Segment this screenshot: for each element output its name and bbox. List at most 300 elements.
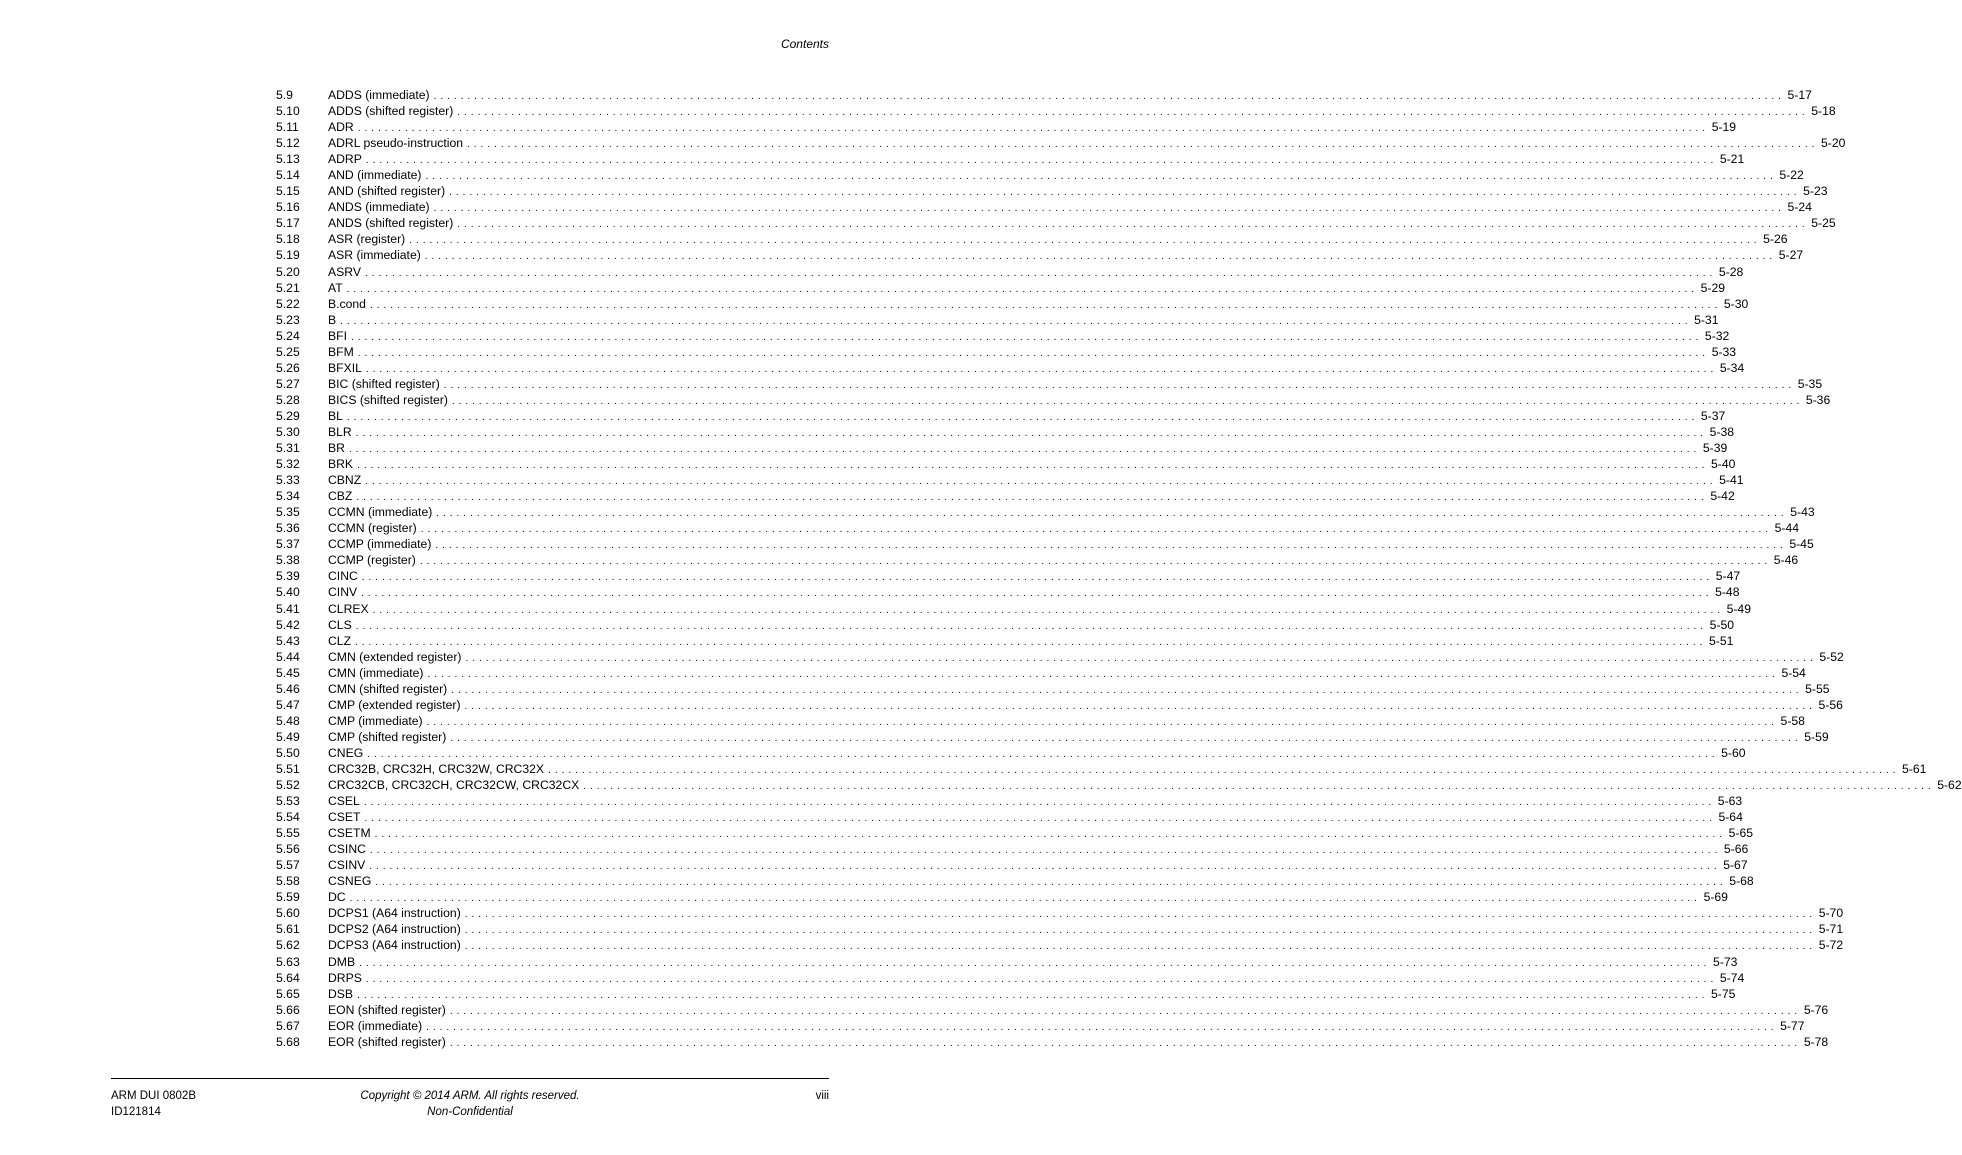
toc-entry-number: 5.44 xyxy=(276,649,300,664)
toc-entry[interactable] xyxy=(276,408,1726,424)
toc-dot-leader: . . . . . . . . . . . . . . . . . . . . . . . . . . . . . . . . . . . . . . . . . . . . . . . . . . . . . . . . . . . . . . . . . . . . . . . . . . . . . . . . . . . . . . . . . . . . . . . . . . . . . . . . . . . . . . . . . . . . . . . . . . . . . . . . . . . . . . . . . . . . . . . . . . . . . . . . . . . . . . . . . . . . . . . . . . . . . . . . . . . . . . . . . . . . . . . . . . . . . . . . xyxy=(426,716,1775,728)
toc-entry-page[interactable]: 5-70 xyxy=(1818,906,1844,921)
toc-dot-leader: . . . . . . . . . . . . . . . . . . . . . . . . . . . . . . . . . . . . . . . . . . . . . . . . . . . . . . . . . . . . . . . . . . . . . . . . . . . . . . . . . . . . . . . . . . . . . . . . . . . . . . . . . . . . . . . . . . . . . . . . . . . . . . . . . . . . . . . . . . . . . . . . . . . . . . . . . . . . . . . . . . . . . . . . . . . . . . . . . . . . . . . . . . . . . . . . . . . . . . . . xyxy=(355,636,1703,648)
toc-entry-title[interactable]: DRPS xyxy=(328,970,362,985)
toc-entry-number: 5.55 xyxy=(276,826,300,841)
toc-entry-number: 5.32 xyxy=(276,457,300,472)
toc-entry-page[interactable]: 5-74 xyxy=(1719,970,1745,985)
toc-entry-number: 5.58 xyxy=(276,874,300,889)
toc-entry-title[interactable]: ASR (immediate) xyxy=(328,248,421,263)
toc-dot-leader: . . . . . . . . . . . . . . . . . . . . . . . . . . . . . . . . . . . . . . . . . . . . . . . . . . . . . . . . . . . . . . . . . . . . . . . . . . . . . . . . . . . . . . . . . . . . . . . . . . . . . . . . . . . . . . . . . . . . . . . . . . . . . . . . . . . . . . . . . . . . . . . . . . . . . . . . . . . . . . . . . . . . . . . . . . . . . . . . . . . . . . . . . . . . . . . . . . . . . . . . xyxy=(355,427,1704,439)
toc-entry[interactable] xyxy=(276,296,1749,312)
toc-entry-title[interactable]: EOR (shifted register) xyxy=(328,1034,446,1049)
toc-entry[interactable] xyxy=(276,135,1846,151)
toc-entry-page[interactable]: 5-33 xyxy=(1711,344,1737,359)
toc-dot-leader: . . . . . . . . . . . . . . . . . . . . . . . . . . . . . . . . . . . . . . . . . . . . . . . . . . . . . . . . . . . . . . . . . . . . . . . . . . . . . . . . . . . . . . . . . . . . . . . . . . . . . . . . . . . . . . . . . . . . . . . . . . . . . . . . . . . . . . . . . . . . . . . . . . . . . . . . . . . . . . . . . . . . . . . . . . . . . . . . . . . . . . . . . . . . . . . . . . . . . . . . xyxy=(369,861,1718,873)
toc-entry-title[interactable]: CRC32CB, CRC32CH, CRC32CW, CRC32CX xyxy=(328,778,580,793)
toc-dot-leader: . . . . . . . . . . . . . . . . . . . . . . . . . . . . . . . . . . . . . . . . . . . . . . . . . . . . . . . . . . . . . . . . . . . . . . . . . . . . . . . . . . . . . . . . . . . . . . . . . . . . . . . . . . . . . . . . . . . . . . . . . . . . . . . . . . . . . . . . . . . . . . . . . . . . . . . . . . . . . . . . . . . . . . . . . . . . . . . . . . . . . . . . . . . . . . . . . . . . . . . . xyxy=(348,444,1697,456)
toc-entry[interactable] xyxy=(276,504,1815,520)
toc-entry-page[interactable]: 5-78 xyxy=(1803,1034,1829,1049)
toc-entry-page[interactable]: 5-26 xyxy=(1763,232,1788,247)
toc-entry[interactable] xyxy=(276,986,1736,1002)
toc-dot-leader: . . . . . . . . . . . . . . . . . . . . . . . . . . . . . . . . . . . . . . . . . . . . . . . . . . . . . . . . . . . . . . . . . . . . . . . . . . . . . . . . . . . . . . . . . . . . . . . . . . . . . . . . . . . . . . . . . . . . . . . . . . . . . . . . . . . . . . . . . . . . . . . . . . . . . . . . . . . . . . . . . . . . . . . . . . . . . . . . . . . . . . . . . . . . . . . . . . . . . . . . xyxy=(467,139,1815,151)
toc-entry[interactable] xyxy=(276,456,1736,472)
toc-entry[interactable] xyxy=(276,584,1740,600)
toc-entry[interactable] xyxy=(276,103,1836,119)
toc-entry-page[interactable]: 5-67 xyxy=(1723,858,1748,873)
toc-dot-leader: . . . . . . . . . . . . . . . . . . . . . . . . . . . . . . . . . . . . . . . . . . . . . . . . . . . . . . . . . . . . . . . . . . . . . . . . . . . . . . . . . . . . . . . . . . . . . . . . . . . . . . . . . . . . . . . . . . . . . . . . . . . . . . . . . . . . . . . . . . . . . . . . . . . . . . . . . . . . . . . . . . . . . . . . . . . . . . . . . . . . . . . . . . . . . . . . . . . . . . . . xyxy=(409,235,1758,247)
toc-entry-number: 5.48 xyxy=(276,713,300,728)
toc-entry[interactable] xyxy=(276,280,1726,296)
toc-entry[interactable] xyxy=(276,328,1730,344)
toc-entry-title[interactable]: AND (shifted register) xyxy=(328,184,446,199)
toc-entry-number: 5.33 xyxy=(276,473,300,488)
toc-dot-leader: . . . . . . . . . . . . . . . . . . . . . . . . . . . . . . . . . . . . . . . . . . . . . . . . . . . . . . . . . . . . . . . . . . . . . . . . . . . . . . . . . . . . . . . . . . . . . . . . . . . . . . . . . . . . . . . . . . . . . . . . . . . . . . . . . . . . . . . . . . . . . . . . . . . . . . . . . . . . . . . . . . . . . . . . . . . . . . . . . . . . . . . . . . . . . . . . . . . . . . . . xyxy=(365,476,1714,488)
footer-page-number: viii xyxy=(815,1090,829,1102)
toc-entry-number: 5.36 xyxy=(276,521,300,536)
toc-entry-number: 5.40 xyxy=(276,585,300,600)
toc-entry-number: 5.24 xyxy=(276,328,300,343)
toc-entry[interactable] xyxy=(276,825,1754,841)
toc-entry-title[interactable]: CINC xyxy=(328,569,358,584)
toc-entry-number: 5.15 xyxy=(276,184,300,199)
toc-entry-title[interactable]: DCPS3 (A64 instruction) xyxy=(328,938,461,953)
toc-entry-title[interactable]: ADR xyxy=(328,120,354,135)
toc-entry-page[interactable]: 5-64 xyxy=(1718,810,1743,825)
toc-dot-leader: . . . . . . . . . . . . . . . . . . . . . . . . . . . . . . . . . . . . . . . . . . . . . . . . . . . . . . . . . . . . . . . . . . . . . . . . . . . . . . . . . . . . . . . . . . . . . . . . . . . . . . . . . . . . . . . . . . . . . . . . . . . . . . . . . . . . . . . . . . . . . . . . . . . . . . . . . . . . . . . . . . . . . . . . . . . . . . . . . . . . . . . . . . . . . . . . . . . . . . . . xyxy=(443,379,1792,391)
toc-dot-leader: . . . . . . . . . . . . . . . . . . . . . . . . . . . . . . . . . . . . . . . . . . . . . . . . . . . . . . . . . . . . . . . . . . . . . . . . . . . . . . . . . . . . . . . . . . . . . . . . . . . . . . . . . . . . . . . . . . . . . . . . . . . . . . . . . . . . . . . . . . . . . . . . . . . . . . . . . . . . . . . . . . . . . . . . . . . . . . . . . . . . . . . . . . . . . . . . . . . . . . . . xyxy=(340,315,1689,327)
toc-entry[interactable] xyxy=(276,937,1844,953)
toc-entry[interactable] xyxy=(276,376,1823,392)
toc-entry[interactable] xyxy=(276,119,1737,135)
toc-entry-number: 5.26 xyxy=(276,360,300,375)
toc-entry[interactable] xyxy=(276,424,1735,440)
toc-entry-title[interactable]: DMB xyxy=(328,954,356,969)
toc-dot-leader: . . . . . . . . . . . . . . . . . . . . . . . . . . . . . . . . . . . . . . . . . . . . . . . . . . . . . . . . . . . . . . . . . . . . . . . . . . . . . . . . . . . . . . . . . . . . . . . . . . . . . . . . . . . . . . . . . . . . . . . . . . . . . . . . . . . . . . . . . . . . . . . . . . . . . . . . . . . . . . . . . . . . . . . . . . . . . . . . . . . . . . . . . . . . . . . . . . . . . . . . xyxy=(583,781,1932,793)
toc-entry[interactable] xyxy=(276,264,1744,280)
toc-entry[interactable] xyxy=(276,344,1737,360)
toc-entry-page[interactable]: 5-38 xyxy=(1709,424,1735,439)
toc-entry[interactable] xyxy=(276,681,1830,697)
toc-entry-page[interactable]: 5-46 xyxy=(1773,553,1799,568)
toc-entry-title[interactable]: AT xyxy=(328,280,343,295)
toc-dot-leader: . . . . . . . . . . . . . . . . . . . . . . . . . . . . . . . . . . . . . . . . . . . . . . . . . . . . . . . . . . . . . . . . . . . . . . . . . . . . . . . . . . . . . . . . . . . . . . . . . . . . . . . . . . . . . . . . . . . . . . . . . . . . . . . . . . . . . . . . . . . . . . . . . . . . . . . . . . . . . . . . . . . . . . . . . . . . . . . . . . . . . . . . . . . . . . . . . . . . . . . . xyxy=(369,299,1718,311)
toc-entry[interactable] xyxy=(276,392,1831,408)
toc-entry-title[interactable]: CCMN (immediate) xyxy=(328,505,433,520)
toc-dot-leader: . . . . . . . . . . . . . . . . . . . . . . . . . . . . . . . . . . . . . . . . . . . . . . . . . . . . . . . . . . . . . . . . . . . . . . . . . . . . . . . . . . . . . . . . . . . . . . . . . . . . . . . . . . . . . . . . . . . . . . . . . . . . . . . . . . . . . . . . . . . . . . . . . . . . . . . . . . . . . . . . . . . . . . . . . . . . . . . . . . . . . . . . . . . . . . . . . . . . . . . . xyxy=(357,460,1706,472)
toc-entry-page[interactable]: 5-27 xyxy=(1778,248,1804,263)
toc-entry-page[interactable]: 5-69 xyxy=(1703,890,1728,905)
toc-entry-number: 5.67 xyxy=(276,1018,300,1033)
toc-entry-page[interactable]: 5-24 xyxy=(1787,200,1812,215)
toc-entry[interactable] xyxy=(276,857,1748,873)
toc-entry-number: 5.16 xyxy=(276,200,300,215)
toc-entry-title[interactable]: CMN (immediate) xyxy=(328,665,424,680)
toc-entry-page[interactable]: 5-42 xyxy=(1710,489,1735,504)
toc-entry-page[interactable]: 5-18 xyxy=(1811,104,1836,119)
toc-entry-page[interactable]: 5-75 xyxy=(1711,986,1736,1001)
toc-entry-title[interactable]: EON (shifted register) xyxy=(328,1002,446,1017)
toc-entry-title[interactable]: CSINV xyxy=(328,858,366,873)
toc-entry-title[interactable]: B xyxy=(328,312,337,327)
toc-entry-page[interactable]: 5-54 xyxy=(1781,665,1806,680)
toc-entry-page[interactable]: 5-45 xyxy=(1789,537,1814,552)
toc-entry-title[interactable]: CMN (extended register) xyxy=(328,649,462,664)
footer-legal xyxy=(320,1089,620,1120)
footer-doc-info xyxy=(111,1089,196,1120)
toc-dot-leader: . . . . . . . . . . . . . . . . . . . . . . . . . . . . . . . . . . . . . . . . . . . . . . . . . . . . . . . . . . . . . . . . . . . . . . . . . . . . . . . . . . . . . . . . . . . . . . . . . . . . . . . . . . . . . . . . . . . . . . . . . . . . . . . . . . . . . . . . . . . . . . . . . . . . . . . . . . . . . . . . . . . . . . . . . . . . . . . . . . . . . . . . . . . . . . . . . . . . . . . . xyxy=(436,508,1785,520)
toc-dot-leader: . . . . . . . . . . . . . . . . . . . . . . . . . . . . . . . . . . . . . . . . . . . . . . . . . . . . . . . . . . . . . . . . . . . . . . . . . . . . . . . . . . . . . . . . . . . . . . . . . . . . . . . . . . . . . . . . . . . . . . . . . . . . . . . . . . . . . . . . . . . . . . . . . . . . . . . . . . . . . . . . . . . . . . . . . . . . . . . . . . . . . . . . . . . . . . . . . . . . . . . . xyxy=(361,572,1710,584)
toc-entry-number: 5.12 xyxy=(276,136,300,151)
footer-divider xyxy=(111,1078,829,1079)
toc-entry-title[interactable]: CMP (immediate) xyxy=(328,713,423,728)
toc-dot-leader: . . . . . . . . . . . . . . . . . . . . . . . . . . . . . . . . . . . . . . . . . . . . . . . . . . . . . . . . . . . . . . . . . . . . . . . . . . . . . . . . . . . . . . . . . . . . . . . . . . . . . . . . . . . . . . . . . . . . . . . . . . . . . . . . . . . . . . . . . . . . . . . . . . . . . . . . . . . . . . . . . . . . . . . . . . . . . . . . . . . . . . . . . . . . . . . . . . . . . . . . xyxy=(548,764,1897,776)
toc-entry-title[interactable]: BFI xyxy=(328,328,347,343)
toc-entry-title[interactable]: BR xyxy=(328,441,345,456)
toc-entry-title[interactable]: CCMP (register) xyxy=(328,553,416,568)
toc-dot-leader: . . . . . . . . . . . . . . . . . . . . . . . . . . . . . . . . . . . . . . . . . . . . . . . . . . . . . . . . . . . . . . . . . . . . . . . . . . . . . . . . . . . . . . . . . . . . . . . . . . . . . . . . . . . . . . . . . . . . . . . . . . . . . . . . . . . . . . . . . . . . . . . . . . . . . . . . . . . . . . . . . . . . . . . . . . . . . . . . . . . . . . . . . . . . . . . . . . . . . . . . xyxy=(451,395,1800,407)
toc-entry-title[interactable]: CSNEG xyxy=(328,874,372,889)
toc-dot-leader: . . . . . . . . . . . . . . . . . . . . . . . . . . . . . . . . . . . . . . . . . . . . . . . . . . . . . . . . . . . . . . . . . . . . . . . . . . . . . . . . . . . . . . . . . . . . . . . . . . . . . . . . . . . . . . . . . . . . . . . . . . . . . . . . . . . . . . . . . . . . . . . . . . . . . . . . . . . . . . . . . . . . . . . . . . . . . . . . . . . . . . . . . . . . . . . . . . . . . . . . xyxy=(424,251,1773,263)
toc-entry-number: 5.19 xyxy=(276,248,300,263)
toc-entry-title[interactable]: CBZ xyxy=(328,489,353,504)
toc-entry-page[interactable]: 5-49 xyxy=(1726,601,1751,616)
toc-entry[interactable] xyxy=(276,729,1829,745)
toc-dot-leader: . . . . . . . . . . . . . . . . . . . . . . . . . . . . . . . . . . . . . . . . . . . . . . . . . . . . . . . . . . . . . . . . . . . . . . . . . . . . . . . . . . . . . . . . . . . . . . . . . . . . . . . . . . . . . . . . . . . . . . . . . . . . . . . . . . . . . . . . . . . . . . . . . . . . . . . . . . . . . . . . . . . . . . . . . . . . . . . . . . . . . . . . . . . . . . . . . . . . . . . . xyxy=(426,1021,1775,1033)
toc-entry[interactable] xyxy=(276,215,1836,231)
toc-entry[interactable] xyxy=(276,793,1743,809)
toc-dot-leader: . . . . . . . . . . . . . . . . . . . . . . . . . . . . . . . . . . . . . . . . . . . . . . . . . . . . . . . . . . . . . . . . . . . . . . . . . . . . . . . . . . . . . . . . . . . . . . . . . . . . . . . . . . . . . . . . . . . . . . . . . . . . . . . . . . . . . . . . . . . . . . . . . . . . . . . . . . . . . . . . . . . . . . . . . . . . . . . . . . . . . . . . . . . . . . . . . . . . . . . . xyxy=(435,540,1784,552)
running-header-section: Contents xyxy=(780,37,829,51)
toc-entry-title[interactable]: CINV xyxy=(328,585,358,600)
toc-entry[interactable] xyxy=(276,151,1745,167)
toc-entry-page[interactable]: 5-28 xyxy=(1718,264,1744,279)
toc-entry-title[interactable]: ADDS (shifted register) xyxy=(328,104,454,119)
toc-entry-title[interactable]: CMN (shifted register) xyxy=(328,681,448,696)
toc-entry[interactable] xyxy=(276,665,1806,681)
toc-dot-leader: . . . . . . . . . . . . . . . . . . . . . . . . . . . . . . . . . . . . . . . . . . . . . . . . . . . . . . . . . . . . . . . . . . . . . . . . . . . . . . . . . . . . . . . . . . . . . . . . . . . . . . . . . . . . . . . . . . . . . . . . . . . . . . . . . . . . . . . . . . . . . . . . . . . . . . . . . . . . . . . . . . . . . . . . . . . . . . . . . . . . . . . . . . . . . . . . . . . . . . . . xyxy=(465,652,1814,664)
toc-entry-title[interactable]: BL xyxy=(328,408,343,423)
toc-entry-page[interactable]: 5-19 xyxy=(1711,120,1737,135)
toc-dot-leader: . . . . . . . . . . . . . . . . . . . . . . . . . . . . . . . . . . . . . . . . . . . . . . . . . . . . . . . . . . . . . . . . . . . . . . . . . . . . . . . . . . . . . . . . . . . . . . . . . . . . . . . . . . . . . . . . . . . . . . . . . . . . . . . . . . . . . . . . . . . . . . . . . . . . . . . . . . . . . . . . . . . . . . . . . . . . . . . . . . . . . . . . . . . . . . . . . . . . . . . . xyxy=(355,620,1704,632)
toc-entry-title[interactable]: CSETM xyxy=(328,826,371,841)
toc-dot-leader: . . . . . . . . . . . . . . . . . . . . . . . . . . . . . . . . . . . . . . . . . . . . . . . . . . . . . . . . . . . . . . . . . . . . . . . . . . . . . . . . . . . . . . . . . . . . . . . . . . . . . . . . . . . . . . . . . . . . . . . . . . . . . . . . . . . . . . . . . . . . . . . . . . . . . . . . . . . . . . . . . . . . . . . . . . . . . . . . . . . . . . . . . . . . . . . . . . . . . . . . xyxy=(359,957,1708,969)
toc-dot-leader: . . . . . . . . . . . . . . . . . . . . . . . . . . . . . . . . . . . . . . . . . . . . . . . . . . . . . . . . . . . . . . . . . . . . . . . . . . . . . . . . . . . . . . . . . . . . . . . . . . . . . . . . . . . . . . . . . . . . . . . . . . . . . . . . . . . . . . . . . . . . . . . . . . . . . . . . . . . . . . . . . . . . . . . . . . . . . . . . . . . . . . . . . . . . . . . . . . . . . . . . xyxy=(367,748,1716,760)
toc-entry[interactable] xyxy=(276,472,1744,488)
toc-entry-title[interactable]: CNEG xyxy=(328,745,364,760)
toc-entry-page[interactable]: 5-52 xyxy=(1819,649,1844,664)
toc-dot-leader: . . . . . . . . . . . . . . . . . . . . . . . . . . . . . . . . . . . . . . . . . . . . . . . . . . . . . . . . . . . . . . . . . . . . . . . . . . . . . . . . . . . . . . . . . . . . . . . . . . . . . . . . . . . . . . . . . . . . . . . . . . . . . . . . . . . . . . . . . . . . . . . . . . . . . . . . . . . . . . . . . . . . . . . . . . . . . . . . . . . . . . . . . . . . . . . . . . . . . . . . xyxy=(464,941,1813,953)
toc-entry-title[interactable]: CLREX xyxy=(328,601,369,616)
toc-entry-page[interactable]: 5-36 xyxy=(1805,392,1831,407)
toc-entry-page[interactable]: 5-21 xyxy=(1719,152,1745,167)
toc-entry-page[interactable]: 5-30 xyxy=(1723,296,1749,311)
toc-entry-number: 5.51 xyxy=(276,761,300,776)
toc-entry[interactable] xyxy=(276,312,1719,328)
toc-entry-number: 5.60 xyxy=(276,906,300,921)
toc-entry-number: 5.42 xyxy=(276,617,300,632)
toc-entry-number: 5.68 xyxy=(276,1034,300,1049)
toc-dot-leader: . . . . . . . . . . . . . . . . . . . . . . . . . . . . . . . . . . . . . . . . . . . . . . . . . . . . . . . . . . . . . . . . . . . . . . . . . . . . . . . . . . . . . . . . . . . . . . . . . . . . . . . . . . . . . . . . . . . . . . . . . . . . . . . . . . . . . . . . . . . . . . . . . . . . . . . . . . . . . . . . . . . . . . . . . . . . . . . . . . . . . . . . . . . . . . . . . . . . . . . . xyxy=(451,684,1800,696)
toc-entry[interactable] xyxy=(276,488,1735,504)
toc-entry-title[interactable]: ADRL pseudo-instruction xyxy=(328,136,464,151)
toc-entry[interactable] xyxy=(276,713,1805,729)
toc-dot-leader: . . . . . . . . . . . . . . . . . . . . . . . . . . . . . . . . . . . . . . . . . . . . . . . . . . . . . . . . . . . . . . . . . . . . . . . . . . . . . . . . . . . . . . . . . . . . . . . . . . . . . . . . . . . . . . . . . . . . . . . . . . . . . . . . . . . . . . . . . . . . . . . . . . . . . . . . . . . . . . . . . . . . . . . . . . . . . . . . . . . . . . . . . . . . . . . . . . . . . . . . xyxy=(372,604,1721,616)
toc-dot-leader: . . . . . . . . . . . . . . . . . . . . . . . . . . . . . . . . . . . . . . . . . . . . . . . . . . . . . . . . . . . . . . . . . . . . . . . . . . . . . . . . . . . . . . . . . . . . . . . . . . . . . . . . . . . . . . . . . . . . . . . . . . . . . . . . . . . . . . . . . . . . . . . . . . . . . . . . . . . . . . . . . . . . . . . . . . . . . . . . . . . . . . . . . . . . . . . . . . . . . . . . xyxy=(374,829,1723,841)
toc-entry[interactable] xyxy=(276,697,1843,713)
toc-dot-leader: . . . . . . . . . . . . . . . . . . . . . . . . . . . . . . . . . . . . . . . . . . . . . . . . . . . . . . . . . . . . . . . . . . . . . . . . . . . . . . . . . . . . . . . . . . . . . . . . . . . . . . . . . . . . . . . . . . . . . . . . . . . . . . . . . . . . . . . . . . . . . . . . . . . . . . . . . . . . . . . . . . . . . . . . . . . . . . . . . . . . . . . . . . . . . . . . . . . . . . . . xyxy=(425,171,1774,183)
footer-doc-id: ID121814 xyxy=(111,1105,161,1118)
toc-entry[interactable] xyxy=(276,954,1738,970)
toc-dot-leader: . . . . . . . . . . . . . . . . . . . . . . . . . . . . . . . . . . . . . . . . . . . . . . . . . . . . . . . . . . . . . . . . . . . . . . . . . . . . . . . . . . . . . . . . . . . . . . . . . . . . . . . . . . . . . . . . . . . . . . . . . . . . . . . . . . . . . . . . . . . . . . . . . . . . . . . . . . . . . . . . . . . . . . . . . . . . . . . . . . . . . . . . . . . . . . . . . . . . . . . . xyxy=(365,973,1714,985)
toc-entry-page[interactable]: 5-55 xyxy=(1805,681,1830,696)
table-of-contents xyxy=(276,87,1962,1050)
toc-entry-page[interactable]: 5-65 xyxy=(1728,826,1754,841)
toc-entry-page[interactable]: 5-20 xyxy=(1821,136,1846,151)
toc-dot-leader: . . . . . . . . . . . . . . . . . . . . . . . . . . . . . . . . . . . . . . . . . . . . . . . . . . . . . . . . . . . . . . . . . . . . . . . . . . . . . . . . . . . . . . . . . . . . . . . . . . . . . . . . . . . . . . . . . . . . . . . . . . . . . . . . . . . . . . . . . . . . . . . . . . . . . . . . . . . . . . . . . . . . . . . . . . . . . . . . . . . . . . . . . . . . . . . . . . . . . . . . xyxy=(350,331,1699,343)
toc-dot-leader: . . . . . . . . . . . . . . . . . . . . . . . . . . . . . . . . . . . . . . . . . . . . . . . . . . . . . . . . . . . . . . . . . . . . . . . . . . . . . . . . . . . . . . . . . . . . . . . . . . . . . . . . . . . . . . . . . . . . . . . . . . . . . . . . . . . . . . . . . . . . . . . . . . . . . . . . . . . . . . . . . . . . . . . . . . . . . . . . . . . . . . . . . . . . . . . . . . . . . . . . xyxy=(457,107,1806,119)
toc-dot-leader: . . . . . . . . . . . . . . . . . . . . . . . . . . . . . . . . . . . . . . . . . . . . . . . . . . . . . . . . . . . . . . . . . . . . . . . . . . . . . . . . . . . . . . . . . . . . . . . . . . . . . . . . . . . . . . . . . . . . . . . . . . . . . . . . . . . . . . . . . . . . . . . . . . . . . . . . . . . . . . . . . . . . . . . . . . . . . . . . . . . . . . . . . . . . . . . . . . . . . . . . xyxy=(369,845,1718,857)
toc-entry-number: 5.23 xyxy=(276,312,300,327)
toc-entry-title[interactable]: CSINC xyxy=(328,842,366,857)
toc-entry-title[interactable]: CBNZ xyxy=(328,473,362,488)
toc-entry-title[interactable]: BIC (shifted register) xyxy=(328,376,440,391)
toc-dot-leader: . . . . . . . . . . . . . . . . . . . . . . . . . . . . . . . . . . . . . . . . . . . . . . . . . . . . . . . . . . . . . . . . . . . . . . . . . . . . . . . . . . . . . . . . . . . . . . . . . . . . . . . . . . . . . . . . . . . . . . . . . . . . . . . . . . . . . . . . . . . . . . . . . . . . . . . . . . . . . . . . . . . . . . . . . . . . . . . . . . . . . . . . . . . . . . . . . . . . . . . . xyxy=(464,909,1813,921)
toc-entry[interactable] xyxy=(276,167,1804,183)
toc-entry-title[interactable]: CLS xyxy=(328,617,352,632)
toc-entry-title[interactable]: DCPS2 (A64 instruction) xyxy=(328,922,461,937)
toc-entry[interactable] xyxy=(276,536,1814,552)
toc-entry[interactable] xyxy=(276,1034,1829,1050)
toc-entry-number: 5.41 xyxy=(276,601,300,616)
toc-entry-page[interactable]: 5-22 xyxy=(1779,168,1804,183)
toc-entry[interactable] xyxy=(276,970,1745,986)
toc-entry-page[interactable]: 5-23 xyxy=(1803,184,1828,199)
toc-entry[interactable] xyxy=(276,761,1927,777)
toc-entry-page[interactable]: 5-47 xyxy=(1715,569,1741,584)
toc-entry-page[interactable]: 5-66 xyxy=(1723,842,1749,857)
toc-entry-number: 5.28 xyxy=(276,392,300,407)
toc-entry-page[interactable]: 5-44 xyxy=(1774,521,1800,536)
toc-dot-leader: . . . . . . . . . . . . . . . . . . . . . . . . . . . . . . . . . . . . . . . . . . . . . . . . . . . . . . . . . . . . . . . . . . . . . . . . . . . . . . . . . . . . . . . . . . . . . . . . . . . . . . . . . . . . . . . . . . . . . . . . . . . . . . . . . . . . . . . . . . . . . . . . . . . . . . . . . . . . . . . . . . . . . . . . . . . . . . . . . . . . . . . . . . . . . . . . . . . . . . . . xyxy=(420,524,1769,536)
toc-entry[interactable] xyxy=(276,601,1751,617)
toc-entry-title[interactable]: AND (immediate) xyxy=(328,168,422,183)
toc-entry-page[interactable]: 5-34 xyxy=(1719,360,1745,375)
toc-entry[interactable] xyxy=(276,360,1745,376)
toc-dot-leader: . . . . . . . . . . . . . . . . . . . . . . . . . . . . . . . . . . . . . . . . . . . . . . . . . . . . . . . . . . . . . . . . . . . . . . . . . . . . . . . . . . . . . . . . . . . . . . . . . . . . . . . . . . . . . . . . . . . . . . . . . . . . . . . . . . . . . . . . . . . . . . . . . . . . . . . . . . . . . . . . . . . . . . . . . . . . . . . . . . . . . . . . . . . . . . . . . . . . . . . . xyxy=(346,411,1695,423)
toc-entry-title[interactable]: EOR (immediate) xyxy=(328,1018,423,1033)
toc-entry-number: 5.35 xyxy=(276,505,300,520)
toc-entry[interactable] xyxy=(276,520,1800,536)
toc-dot-leader: . . . . . . . . . . . . . . . . . . . . . . . . . . . . . . . . . . . . . . . . . . . . . . . . . . . . . . . . . . . . . . . . . . . . . . . . . . . . . . . . . . . . . . . . . . . . . . . . . . . . . . . . . . . . . . . . . . . . . . . . . . . . . . . . . . . . . . . . . . . . . . . . . . . . . . . . . . . . . . . . . . . . . . . . . . . . . . . . . . . . . . . . . . . . . . . . . . . . . . . . xyxy=(365,155,1714,167)
toc-entry-title[interactable]: DC xyxy=(328,890,346,905)
toc-entry[interactable] xyxy=(276,183,1828,199)
toc-entry[interactable] xyxy=(276,633,1734,649)
toc-entry-number: 5.53 xyxy=(276,794,300,809)
toc-entry-page[interactable]: 5-43 xyxy=(1790,505,1815,520)
footer-doc-number: ARM DUI 0802B xyxy=(111,1090,197,1102)
toc-entry-number: 5.37 xyxy=(276,537,300,552)
toc-entry[interactable] xyxy=(276,617,1735,633)
toc-entry-number: 5.25 xyxy=(276,344,300,359)
toc-entry-title[interactable]: BRK xyxy=(328,457,354,472)
toc-dot-leader: . . . . . . . . . . . . . . . . . . . . . . . . . . . . . . . . . . . . . . . . . . . . . . . . . . . . . . . . . . . . . . . . . . . . . . . . . . . . . . . . . . . . . . . . . . . . . . . . . . . . . . . . . . . . . . . . . . . . . . . . . . . . . . . . . . . . . . . . . . . . . . . . . . . . . . . . . . . . . . . . . . . . . . . . . . . . . . . . . . . . . . . . . . . . . . . . . . . . . . . . xyxy=(365,363,1714,375)
toc-entry-page[interactable]: 5-56 xyxy=(1818,697,1843,712)
toc-entry-number: 5.17 xyxy=(276,216,300,231)
toc-entry-number: 5.11 xyxy=(276,120,299,135)
toc-entry[interactable] xyxy=(276,552,1799,568)
toc-dot-leader: . . . . . . . . . . . . . . . . . . . . . . . . . . . . . . . . . . . . . . . . . . . . . . . . . . . . . . . . . . . . . . . . . . . . . . . . . . . . . . . . . . . . . . . . . . . . . . . . . . . . . . . . . . . . . . . . . . . . . . . . . . . . . . . . . . . . . . . . . . . . . . . . . . . . . . . . . . . . . . . . . . . . . . . . . . . . . . . . . . . . . . . . . . . . . . . . . . . . . . . . xyxy=(427,668,1776,680)
toc-entry-title[interactable]: BFXIL xyxy=(328,360,362,375)
toc-dot-leader: . . . . . . . . . . . . . . . . . . . . . . . . . . . . . . . . . . . . . . . . . . . . . . . . . . . . . . . . . . . . . . . . . . . . . . . . . . . . . . . . . . . . . . . . . . . . . . . . . . . . . . . . . . . . . . . . . . . . . . . . . . . . . . . . . . . . . . . . . . . . . . . . . . . . . . . . . . . . . . . . . . . . . . . . . . . . . . . . . . . . . . . . . . . . . . . . . . . . . . . . xyxy=(364,813,1713,825)
toc-entry-number: 5.62 xyxy=(276,938,300,953)
toc-entry-page[interactable]: 5-76 xyxy=(1803,1002,1829,1017)
toc-entry-title[interactable]: ADRP xyxy=(328,152,362,167)
toc-entry-page[interactable]: 5-17 xyxy=(1787,88,1812,102)
toc-entry[interactable] xyxy=(276,745,1746,761)
toc-entry-number: 5.21 xyxy=(276,280,300,295)
toc-dot-leader: . . . . . . . . . . . . . . . . . . . . . . . . . . . . . . . . . . . . . . . . . . . . . . . . . . . . . . . . . . . . . . . . . . . . . . . . . . . . . . . . . . . . . . . . . . . . . . . . . . . . . . . . . . . . . . . . . . . . . . . . . . . . . . . . . . . . . . . . . . . . . . . . . . . . . . . . . . . . . . . . . . . . . . . . . . . . . . . . . . . . . . . . . . . . . . . . . . . . . . . . xyxy=(464,700,1813,712)
toc-entry-number: 5.56 xyxy=(276,842,300,857)
toc-entry-page[interactable]: 5-39 xyxy=(1702,441,1728,456)
toc-entry-number: 5.45 xyxy=(276,665,300,680)
toc-entry-page[interactable]: 5-40 xyxy=(1711,457,1736,472)
toc-entry-title[interactable]: BFM xyxy=(328,344,354,359)
toc-entry-page[interactable]: 5-59 xyxy=(1804,729,1829,744)
toc-entry-page[interactable]: 5-58 xyxy=(1780,713,1805,728)
toc-entry-number: 5.27 xyxy=(276,376,300,391)
toc-entry-title[interactable]: CSEL xyxy=(328,794,360,809)
toc-entry-number: 5.43 xyxy=(276,633,300,648)
toc-dot-leader: . . . . . . . . . . . . . . . . . . . . . . . . . . . . . . . . . . . . . . . . . . . . . . . . . . . . . . . . . . . . . . . . . . . . . . . . . . . . . . . . . . . . . . . . . . . . . . . . . . . . . . . . . . . . . . . . . . . . . . . . . . . . . . . . . . . . . . . . . . . . . . . . . . . . . . . . . . . . . . . . . . . . . . . . . . . . . . . . . . . . . . . . . . . . . . . . . . . . . . . . xyxy=(457,219,1806,231)
toc-entry-number: 5.50 xyxy=(276,745,300,760)
toc-entry[interactable] xyxy=(276,809,1743,825)
toc-entry-number: 5.31 xyxy=(276,441,300,456)
toc-entry-page[interactable]: 5-68 xyxy=(1729,874,1754,889)
toc-entry-title[interactable]: CCMN (register) xyxy=(328,521,417,536)
toc-entry-page[interactable]: 5-73 xyxy=(1713,954,1738,969)
toc-entry-page[interactable]: 5-29 xyxy=(1700,280,1726,295)
toc-entry-title[interactable]: CLZ xyxy=(328,633,352,648)
toc-entry[interactable] xyxy=(276,873,1754,889)
toc-entry[interactable] xyxy=(276,568,1741,584)
toc-entry-page[interactable]: 5-63 xyxy=(1717,794,1743,809)
toc-entry-number: 5.47 xyxy=(276,697,300,712)
toc-entry-number: 5.30 xyxy=(276,424,300,439)
toc-dot-leader: . . . . . . . . . . . . . . . . . . . . . . . . . . . . . . . . . . . . . . . . . . . . . . . . . . . . . . . . . . . . . . . . . . . . . . . . . . . . . . . . . . . . . . . . . . . . . . . . . . . . . . . . . . . . . . . . . . . . . . . . . . . . . . . . . . . . . . . . . . . . . . . . . . . . . . . . . . . . . . . . . . . . . . . . . . . . . . . . . . . . . . . . . . . . . . . . . . . . . . . . xyxy=(363,797,1712,809)
toc-entry-title[interactable]: BICS (shifted register) xyxy=(328,392,448,407)
toc-entry-title[interactable]: CMP (shifted register) xyxy=(328,729,447,744)
toc-entry-number: 5.66 xyxy=(276,1002,300,1017)
toc-dot-leader: . . . . . . . . . . . . . . . . . . . . . . . . . . . . . . . . . . . . . . . . . . . . . . . . . . . . . . . . . . . . . . . . . . . . . . . . . . . . . . . . . . . . . . . . . . . . . . . . . . . . . . . . . . . . . . . . . . . . . . . . . . . . . . . . . . . . . . . . . . . . . . . . . . . . . . . . . . . . . . . . . . . . . . . . . . . . . . . . . . . . . . . . . . . . . . . . . . . . . . . . xyxy=(433,91,1782,102)
toc-entry[interactable] xyxy=(276,440,1728,456)
toc-dot-leader: . . . . . . . . . . . . . . . . . . . . . . . . . . . . . . . . . . . . . . . . . . . . . . . . . . . . . . . . . . . . . . . . . . . . . . . . . . . . . . . . . . . . . . . . . . . . . . . . . . . . . . . . . . . . . . . . . . . . . . . . . . . . . . . . . . . . . . . . . . . . . . . . . . . . . . . . . . . . . . . . . . . . . . . . . . . . . . . . . . . . . . . . . . . . . . . . . . . . . . . . xyxy=(375,877,1724,889)
toc-dot-leader: . . . . . . . . . . . . . . . . . . . . . . . . . . . . . . . . . . . . . . . . . . . . . . . . . . . . . . . . . . . . . . . . . . . . . . . . . . . . . . . . . . . . . . . . . . . . . . . . . . . . . . . . . . . . . . . . . . . . . . . . . . . . . . . . . . . . . . . . . . . . . . . . . . . . . . . . . . . . . . . . . . . . . . . . . . . . . . . . . . . . . . . . . . . . . . . . . . . . . . . . xyxy=(361,588,1710,600)
toc-dot-leader: . . . . . . . . . . . . . . . . . . . . . . . . . . . . . . . . . . . . . . . . . . . . . . . . . . . . . . . . . . . . . . . . . . . . . . . . . . . . . . . . . . . . . . . . . . . . . . . . . . . . . . . . . . . . . . . . . . . . . . . . . . . . . . . . . . . . . . . . . . . . . . . . . . . . . . . . . . . . . . . . . . . . . . . . . . . . . . . . . . . . . . . . . . . . . . . . . . . . . . . . xyxy=(349,893,1698,905)
toc-entry-page[interactable]: 5-25 xyxy=(1811,216,1836,231)
toc-entry[interactable] xyxy=(276,777,1962,793)
toc-entry-title[interactable]: DSB xyxy=(328,986,354,1001)
toc-dot-leader: . . . . . . . . . . . . . . . . . . . . . . . . . . . . . . . . . . . . . . . . . . . . . . . . . . . . . . . . . . . . . . . . . . . . . . . . . . . . . . . . . . . . . . . . . . . . . . . . . . . . . . . . . . . . . . . . . . . . . . . . . . . . . . . . . . . . . . . . . . . . . . . . . . . . . . . . . . . . . . . . . . . . . . . . . . . . . . . . . . . . . . . . . . . . . . . . . . . . . . . . xyxy=(433,203,1782,215)
toc-entry-title[interactable]: ASRV xyxy=(328,264,361,279)
toc-entry-number: 5.46 xyxy=(276,681,300,696)
toc-entry-page[interactable]: 5-61 xyxy=(1902,761,1927,776)
toc-entry-title[interactable]: BLR xyxy=(328,424,352,439)
toc-dot-leader: . . . . . . . . . . . . . . . . . . . . . . . . . . . . . . . . . . . . . . . . . . . . . . . . . . . . . . . . . . . . . . . . . . . . . . . . . . . . . . . . . . . . . . . . . . . . . . . . . . . . . . . . . . . . . . . . . . . . . . . . . . . . . . . . . . . . . . . . . . . . . . . . . . . . . . . . . . . . . . . . . . . . . . . . . . . . . . . . . . . . . . . . . . . . . . . . . . . . . . . . xyxy=(449,187,1798,199)
toc-entry-page[interactable]: 5-62 xyxy=(1937,778,1962,793)
toc-entry-number: 5.20 xyxy=(276,264,300,279)
toc-dot-leader: . . . . . . . . . . . . . . . . . . . . . . . . . . . . . . . . . . . . . . . . . . . . . . . . . . . . . . . . . . . . . . . . . . . . . . . . . . . . . . . . . . . . . . . . . . . . . . . . . . . . . . . . . . . . . . . . . . . . . . . . . . . . . . . . . . . . . . . . . . . . . . . . . . . . . . . . . . . . . . . . . . . . . . . . . . . . . . . . . . . . . . . . . . . . . . . . . . . . . . . . xyxy=(449,1037,1798,1049)
toc-entry-number: 5.39 xyxy=(276,569,300,584)
toc-entry-page[interactable]: 5-50 xyxy=(1709,617,1735,632)
toc-dot-leader: . . . . . . . . . . . . . . . . . . . . . . . . . . . . . . . . . . . . . . . . . . . . . . . . . . . . . . . . . . . . . . . . . . . . . . . . . . . . . . . . . . . . . . . . . . . . . . . . . . . . . . . . . . . . . . . . . . . . . . . . . . . . . . . . . . . . . . . . . . . . . . . . . . . . . . . . . . . . . . . . . . . . . . . . . . . . . . . . . . . . . . . . . . . . . . . . . . . . . . . . xyxy=(364,267,1713,279)
toc-entry-page[interactable]: 5-35 xyxy=(1797,376,1823,391)
toc-entry-title[interactable]: CSET xyxy=(328,810,361,825)
toc-entry-page[interactable]: 5-72 xyxy=(1818,938,1844,953)
toc-entry-page[interactable]: 5-77 xyxy=(1780,1018,1805,1033)
toc-entry[interactable] xyxy=(276,841,1749,857)
toc-entry-number: 5.22 xyxy=(276,296,300,311)
toc-entry-page[interactable]: 5-60 xyxy=(1721,745,1746,760)
toc-entry-title[interactable]: B.cond xyxy=(328,296,366,311)
toc-dot-leader: . . . . . . . . . . . . . . . . . . . . . . . . . . . . . . . . . . . . . . . . . . . . . . . . . . . . . . . . . . . . . . . . . . . . . . . . . . . . . . . . . . . . . . . . . . . . . . . . . . . . . . . . . . . . . . . . . . . . . . . . . . . . . . . . . . . . . . . . . . . . . . . . . . . . . . . . . . . . . . . . . . . . . . . . . . . . . . . . . . . . . . . . . . . . . . . . . . . . . . . . xyxy=(357,347,1706,359)
toc-entry-title[interactable]: ANDS (immediate) xyxy=(328,200,430,215)
toc-entry-number: 5.38 xyxy=(276,553,300,568)
toc-entry-number: 5.64 xyxy=(276,970,300,985)
toc-entry[interactable] xyxy=(276,905,1844,921)
toc-entry-number: 5.57 xyxy=(276,858,300,873)
toc-dot-leader: . . . . . . . . . . . . . . . . . . . . . . . . . . . . . . . . . . . . . . . . . . . . . . . . . . . . . . . . . . . . . . . . . . . . . . . . . . . . . . . . . . . . . . . . . . . . . . . . . . . . . . . . . . . . . . . . . . . . . . . . . . . . . . . . . . . . . . . . . . . . . . . . . . . . . . . . . . . . . . . . . . . . . . . . . . . . . . . . . . . . . . . . . . . . . . . . . . . . . . . . xyxy=(450,732,1799,744)
toc-entry[interactable] xyxy=(276,889,1728,905)
toc-entry-title[interactable]: ANDS (shifted register) xyxy=(328,216,454,231)
toc-entry-number: 5.52 xyxy=(276,778,300,793)
toc-entry[interactable] xyxy=(276,649,1844,665)
toc-entry-number: 5.61 xyxy=(276,922,300,937)
toc-entry-number: 5.59 xyxy=(276,890,300,905)
toc-entry[interactable] xyxy=(276,247,1804,263)
toc-dot-leader: . . . . . . . . . . . . . . . . . . . . . . . . . . . . . . . . . . . . . . . . . . . . . . . . . . . . . . . . . . . . . . . . . . . . . . . . . . . . . . . . . . . . . . . . . . . . . . . . . . . . . . . . . . . . . . . . . . . . . . . . . . . . . . . . . . . . . . . . . . . . . . . . . . . . . . . . . . . . . . . . . . . . . . . . . . . . . . . . . . . . . . . . . . . . . . . . . . . . . . . . xyxy=(356,492,1705,504)
toc-entry-title[interactable]: CRC32B, CRC32H, CRC32W, CRC32X xyxy=(328,761,545,776)
toc-entry-page[interactable]: 5-32 xyxy=(1704,328,1730,343)
toc-entry-number: 5.9 xyxy=(276,88,293,102)
toc-entry-title[interactable]: DCPS1 (A64 instruction) xyxy=(328,906,461,921)
toc-entry[interactable] xyxy=(276,231,1788,247)
toc-entry-page[interactable]: 5-48 xyxy=(1715,585,1740,600)
toc-entry-page[interactable]: 5-51 xyxy=(1708,633,1734,648)
toc-entry-page[interactable]: 5-31 xyxy=(1694,312,1719,327)
toc-entry-number: 5.14 xyxy=(276,168,300,183)
toc-dot-leader: . . . . . . . . . . . . . . . . . . . . . . . . . . . . . . . . . . . . . . . . . . . . . . . . . . . . . . . . . . . . . . . . . . . . . . . . . . . . . . . . . . . . . . . . . . . . . . . . . . . . . . . . . . . . . . . . . . . . . . . . . . . . . . . . . . . . . . . . . . . . . . . . . . . . . . . . . . . . . . . . . . . . . . . . . . . . . . . . . . . . . . . . . . . . . . . . . . . . . . . . xyxy=(449,1005,1798,1017)
toc-entry[interactable] xyxy=(276,1002,1829,1018)
footer-copyright: Copyright © 2014 ARM. All rights reserved. xyxy=(360,1090,580,1102)
toc-entry-number: 5.29 xyxy=(276,408,300,423)
toc-entry-title[interactable]: CCMP (immediate) xyxy=(328,537,432,552)
toc-entry-title[interactable]: ADDS (immediate) xyxy=(328,88,430,102)
toc-entry-title[interactable]: CMP (extended register) xyxy=(328,697,461,712)
toc-entry[interactable] xyxy=(276,921,1844,937)
toc-entry-title[interactable]: ASR (register) xyxy=(328,232,406,247)
toc-entry-page[interactable]: 5-41 xyxy=(1719,473,1744,488)
toc-entry-page[interactable]: 5-71 xyxy=(1818,922,1844,937)
toc-entry-number: 5.54 xyxy=(276,810,300,825)
toc-dot-leader: . . . . . . . . . . . . . . . . . . . . . . . . . . . . . . . . . . . . . . . . . . . . . . . . . . . . . . . . . . . . . . . . . . . . . . . . . . . . . . . . . . . . . . . . . . . . . . . . . . . . . . . . . . . . . . . . . . . . . . . . . . . . . . . . . . . . . . . . . . . . . . . . . . . . . . . . . . . . . . . . . . . . . . . . . . . . . . . . . . . . . . . . . . . . . . . . . . . . . . . . xyxy=(357,989,1706,1001)
toc-entry[interactable] xyxy=(276,87,1812,103)
toc-entry[interactable] xyxy=(276,1018,1805,1034)
toc-entry-page[interactable]: 5-37 xyxy=(1700,408,1726,423)
toc-entry-number: 5.65 xyxy=(276,986,300,1001)
toc-entry[interactable] xyxy=(276,199,1812,215)
toc-entry-number: 5.49 xyxy=(276,729,300,744)
